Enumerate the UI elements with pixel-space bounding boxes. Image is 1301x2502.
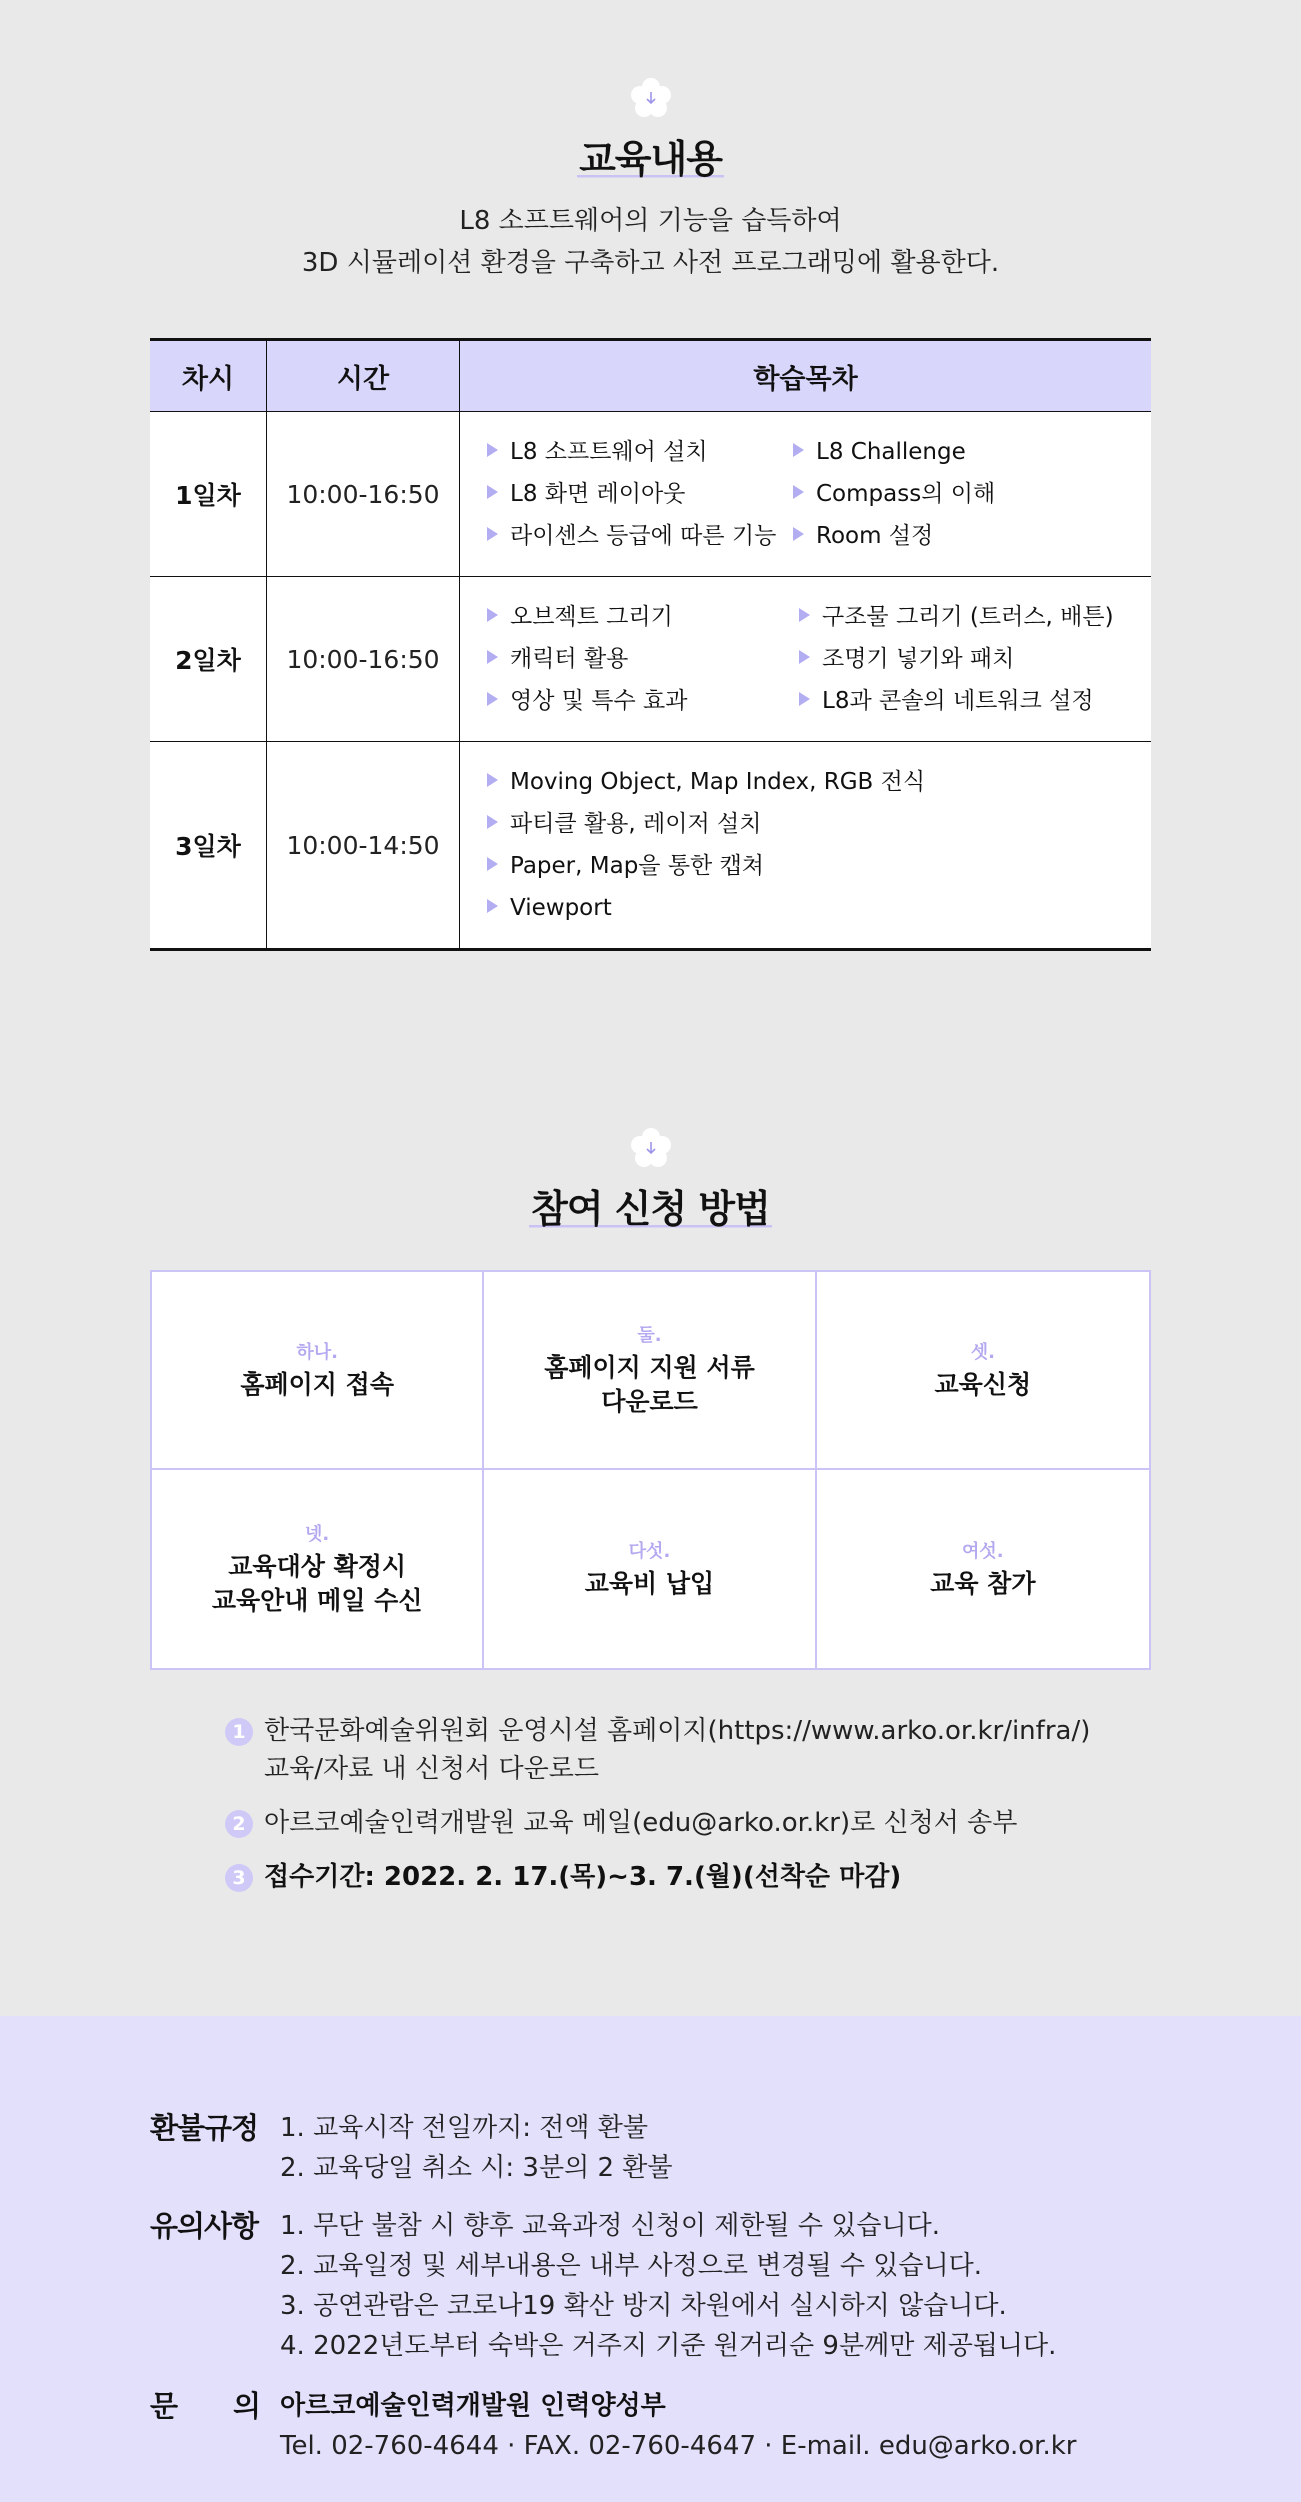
- time-cell: 10:00-16:50: [267, 577, 460, 742]
- topic-text: Viewport: [510, 895, 612, 921]
- topic-text: L8 화면 레이아웃: [510, 481, 686, 507]
- step-card: [152, 1470, 484, 1668]
- triangle-bullet-icon: [487, 773, 498, 787]
- step-label: 교육 참가: [930, 1569, 1036, 1598]
- topic-item: [793, 431, 1150, 473]
- step-label: 교육대상 확정시 교육안내 메일 수신: [211, 1552, 423, 1615]
- step-card: [484, 1470, 816, 1668]
- intro-line: 3D 시뮬레이션 환경을 구축하고 사전 프로그래밍에 활용한다.: [301, 248, 1000, 278]
- contents-cell: [460, 742, 1152, 950]
- column-header-day: 차시: [150, 340, 267, 412]
- topic-item: [487, 431, 793, 473]
- triangle-bullet-icon: [793, 527, 804, 541]
- step-label: 홈페이지 접속: [240, 1370, 394, 1399]
- contact-info: [150, 2386, 1077, 2466]
- contact-label: 문 의: [150, 2389, 261, 2423]
- flower-icon: [629, 76, 673, 120]
- note-item: [225, 1858, 1125, 1896]
- topic-item: [799, 596, 1150, 638]
- topic-text: 오브젝트 그리기: [510, 604, 673, 630]
- time-cell: 10:00-16:50: [267, 412, 460, 577]
- intro-text: [0, 200, 1301, 284]
- step-card: [484, 1272, 816, 1470]
- topic-item: [487, 638, 799, 680]
- number-badge: 1: [225, 1718, 253, 1746]
- triangle-bullet-icon: [487, 857, 498, 871]
- table-row: [150, 577, 1151, 742]
- step-label: 홈페이지 지원 서류 다운로드: [544, 1353, 755, 1416]
- topic-text: L8 Challenge: [816, 439, 966, 465]
- topic-item: [487, 887, 1150, 929]
- table-row: [150, 742, 1151, 950]
- table-header-row: [150, 340, 1151, 412]
- step-number: 셋.: [970, 1342, 995, 1363]
- topic-text: 파티클 활용, 레이저 설치: [510, 811, 762, 837]
- triangle-bullet-icon: [487, 899, 498, 913]
- triangle-bullet-icon: [799, 608, 810, 622]
- caution-line: 1. 무단 불참 시 향후 교육과정 신청이 제한될 수 있습니다.: [280, 2211, 941, 2241]
- flower-icon: [629, 1126, 673, 1170]
- triangle-bullet-icon: [793, 443, 804, 457]
- topic-text: 라이센스 등급에 따른 기능: [510, 523, 777, 549]
- topic-item: [487, 596, 799, 638]
- topic-item: [487, 761, 1150, 803]
- step-label: 교육비 납입: [584, 1569, 715, 1598]
- day-cell: 2일차: [150, 577, 267, 742]
- refund-line: 1. 교육시작 전일까지: 전액 환불: [280, 2113, 649, 2143]
- time-cell: 10:00-14:50: [267, 742, 460, 950]
- topic-text: 캐릭터 활용: [510, 646, 629, 672]
- section-title-text: 참여 신청 방법: [531, 1187, 770, 1231]
- refund-line: 2. 교육당일 취소 시: 3분의 2 환불: [280, 2153, 673, 2183]
- triangle-bullet-icon: [487, 692, 498, 706]
- topic-text: Room 설정: [816, 523, 934, 549]
- topic-item: [487, 803, 1150, 845]
- contents-cell: [460, 412, 1152, 577]
- topic-text: L8과 콘솔의 네트워크 설정: [822, 688, 1094, 714]
- topic-text: 조명기 넣기와 패치: [822, 646, 1015, 672]
- section-title: [0, 1178, 1301, 1233]
- topic-item: [487, 845, 1150, 887]
- section-title: [0, 128, 1301, 183]
- step-number: 둘.: [637, 1325, 662, 1346]
- triangle-bullet-icon: [799, 692, 810, 706]
- topic-item: [799, 680, 1150, 722]
- refund-policy: [150, 2108, 673, 2188]
- application-notes: [225, 1712, 1125, 1912]
- table-row: [150, 412, 1151, 577]
- caution-line: 3. 공연관람은 코로나19 확산 방지 차원에서 실시하지 않습니다.: [280, 2291, 1007, 2321]
- triangle-bullet-icon: [487, 527, 498, 541]
- step-card: [152, 1272, 484, 1470]
- step-card: [817, 1470, 1149, 1668]
- topic-item: [793, 473, 1150, 515]
- triangle-bullet-icon: [487, 485, 498, 499]
- column-header-contents: 학습목차: [460, 340, 1152, 412]
- triangle-bullet-icon: [487, 443, 498, 457]
- topic-item: [793, 515, 1150, 557]
- topic-text: Compass의 이해: [816, 481, 996, 507]
- step-label: 교육신청: [934, 1370, 1032, 1399]
- triangle-bullet-icon: [799, 650, 810, 664]
- column-header-time: 시간: [267, 340, 460, 412]
- intro-line: L8 소프트웨어의 기능을 습득하여: [459, 206, 842, 236]
- caution-line: 4. 2022년도부터 숙박은 거주지 기준 원거리순 9분께만 제공됩니다.: [280, 2331, 1057, 2361]
- triangle-bullet-icon: [793, 485, 804, 499]
- contents-cell: [460, 577, 1152, 742]
- caution-notes: [150, 2206, 1056, 2366]
- note-text: 접수기간: 2022. 2. 17.(목)~3. 7.(월)(선착순 마감): [264, 1862, 902, 1892]
- application-steps-grid: [150, 1270, 1151, 1670]
- schedule-table: [150, 338, 1151, 951]
- number-badge: 3: [225, 1864, 253, 1892]
- caution-line: 2. 교육일정 및 세부내용은 내부 사정으로 변경될 수 있습니다.: [280, 2251, 982, 2281]
- topic-item: [487, 473, 793, 515]
- topic-text: Moving Object, Map Index, RGB 전식: [510, 769, 926, 795]
- triangle-bullet-icon: [487, 608, 498, 622]
- note-text: 아르코예술인력개발원 교육 메일(edu@arko.or.kr)로 신청서 송부: [264, 1808, 1018, 1838]
- topic-text: L8 소프트웨어 설치: [510, 439, 708, 465]
- triangle-bullet-icon: [487, 650, 498, 664]
- topic-item: [799, 638, 1150, 680]
- refund-label: 환불규정: [150, 2111, 259, 2145]
- note-text: 한국문화예술위원회 운영시설 홈페이지(https://www.arko.or.kr/infra/) 교육/자료 내 신청서 다운로드: [264, 1716, 1091, 1784]
- topic-text: 구조물 그리기 (트러스, 배튼): [822, 604, 1114, 630]
- topic-text: 영상 및 특수 효과: [510, 688, 688, 714]
- note-item: [225, 1712, 1125, 1788]
- number-badge: 2: [225, 1810, 253, 1838]
- topic-text: Paper, Map을 통한 캡쳐: [510, 853, 765, 879]
- step-number: 다섯.: [628, 1541, 671, 1562]
- step-number: 하나.: [296, 1342, 338, 1363]
- topic-item: [487, 515, 793, 557]
- contact-department: 아르코예술인력개발원 인력양성부: [280, 2391, 666, 2421]
- day-cell: 3일차: [150, 742, 267, 950]
- section-title-text: 교육내용: [579, 137, 722, 181]
- topic-item: [487, 680, 799, 722]
- day-cell: 1일차: [150, 412, 267, 577]
- note-item: [225, 1804, 1125, 1842]
- triangle-bullet-icon: [487, 815, 498, 829]
- caution-label: 유의사항: [150, 2209, 259, 2243]
- contact-details: Tel. 02-760-4644 · FAX. 02-760-4647 · E-mail. edu@arko.or.kr: [280, 2431, 1077, 2461]
- step-card: [817, 1272, 1149, 1470]
- step-number: 여섯.: [962, 1541, 1004, 1562]
- step-number: 넷.: [305, 1524, 330, 1545]
- footer-info: [0, 2016, 1301, 2502]
